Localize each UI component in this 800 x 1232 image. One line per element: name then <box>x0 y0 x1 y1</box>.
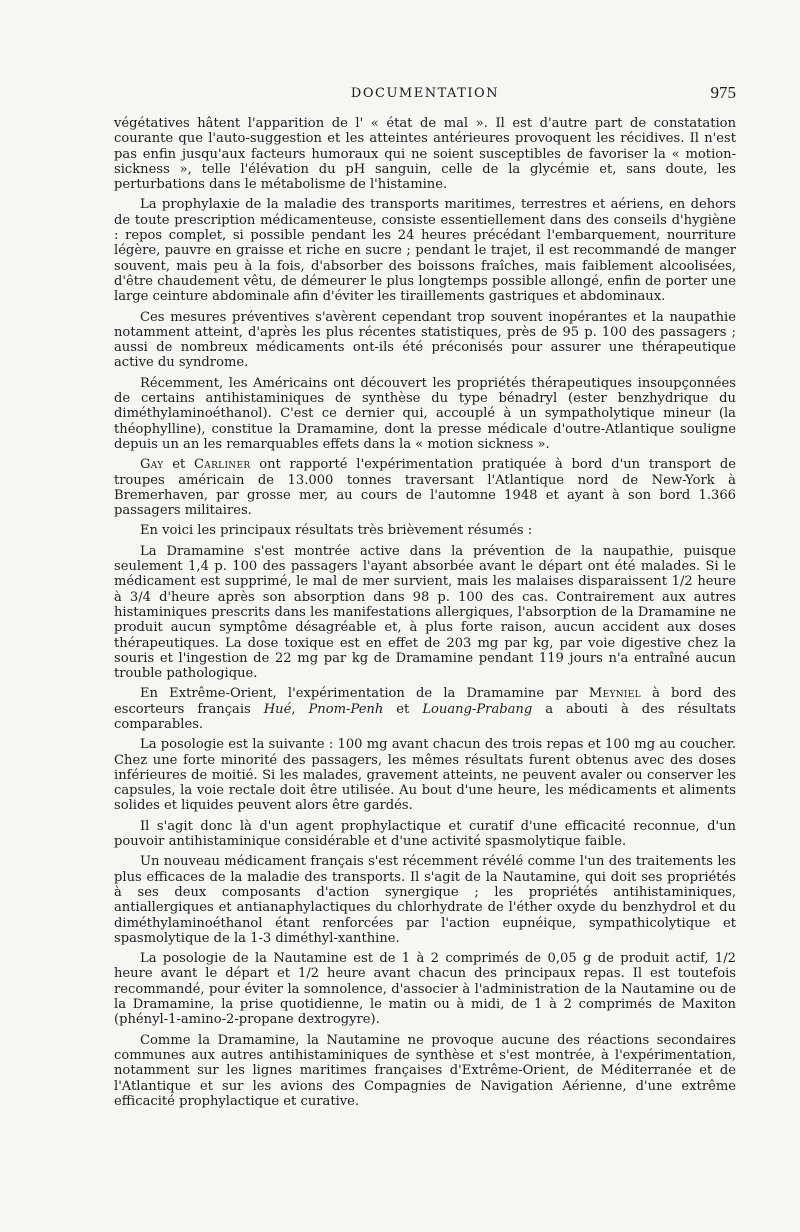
paragraph-1: végétatives hâtent l'apparition de l' « état de mal ». Il est d'autre part de constatation courante que l'auto-suggestion et les atteintes antérieures provoquent les récidives. Il n'est pas enfin jusqu'aux facteurs humoraux qui ne soient susceptibles de favoriser la « motion-sickness », telle l'élévation du pH sanguin, celle de la glycémie et, sans doute, les perturbations dans le métabolisme de l'histamine. <box>114 116 736 193</box>
article-body <box>114 116 736 1109</box>
running-title: DOCUMENTATION <box>350 86 500 101</box>
paragraph-12: La posologie de la Nautamine est de 1 à 2 comprimés de 0,05 g de produit actif, 1/2 heure avant le départ et 1/2 heure avant chacun des principaux repas. Il est toutefois recommandé, pour éviter la somnolence, d'associer à l'administration de la Nautamine ou de la Dramamine, la prise quotidienne, le matin ou à midi, de 1 à 2 comprimés de Maxiton (phényl-1-amino-2-propane dextrogyre). <box>114 951 736 1028</box>
author-join: et <box>163 457 194 473</box>
paragraph-text: à bord des escorteurs français <box>114 686 736 717</box>
page-header <box>114 83 736 116</box>
paragraph-4: Récemment, les Américains ont découvert les propriétés thérapeutiques insoupçonnées de certains antihistaminiques de synthèse du type bénadryl (ester benzhydrique du diméthylaminoéthanol). C'est ce dernier qui, accouplé à un sympatholytique mineur (la théophylline), constitue la Dramamine, dont la presse médicale d'outre-Atlantique souligne depuis un an les remarquables effets dans la « motion sickness ». <box>114 375 736 452</box>
ship-name: Hué <box>263 701 292 717</box>
paragraph-11: Un nouveau médicament français s'est récemment révélé comme l'un des traitements les plus efficaces de la maladie des transports. Il s'agit de la Nautamine, qui doit ses propriétés à ses deux composants d'action synergique ; les propriétés antihistaminiques, antiallergiques et antianaphylactiques du chlorhydrate de l'éther oxyde du benzhydrol et du diméthylaminoéthanol étant renforcées par l'action eupnéique, sympathicolytique et spasmolytique de la 1-3 diméthyl-xanthine. <box>114 854 736 946</box>
paragraph-text: En Extrême-Orient, l'expérimentation de la Dramamine par <box>140 686 589 702</box>
author-name: Gay <box>140 457 164 473</box>
separator: , <box>291 701 309 717</box>
paragraph-10: Il s'agit donc là d'un agent prophylactique et curatif d'une efficacité reconnue, d'un pouvoir antihistaminique considérable et d'une activité spasmolytique faible. <box>114 818 736 850</box>
separator: et <box>383 701 423 717</box>
paragraph-6: En voici les principaux résultats très brièvement résumés : <box>140 523 533 539</box>
author-name: Carliner <box>193 457 251 473</box>
paragraph-13: Comme la Dramamine, la Nautamine ne provoque aucune des réactions secondaires communes aux autres antihistaminiques de synthèse et s'est montrée, à l'expérimentation, notamment sur les lignes maritimes françaises d'Extrême-Orient, de Méditerranée et de l'Atlantique et sur les avions des Compagnies de Navigation Aérienne, d'une extrême efficacité prophylactique et curative. <box>114 1032 736 1109</box>
author-name: Meyniel <box>588 686 641 702</box>
paragraph-2: La prophylaxie de la maladie des transports maritimes, terrestres et aériens, en dehors de toute prescription médicamenteuse, consiste essentiellement dans des conseils d'hygiène : repos complet, si possible pendant les 24 heures précédant l'embarquement, nourriture légère, pauvre en graisse et riche en sucre ; pendant le trajet, il est recommandé de manger souvent, mais peu à la fois, d'absorber des boissons fraîches, mais faiblement alcoolisées, d'être chaudement vêtu, de démeurer le plus longtemps possible allongé, enfin de porter une large ceinture abdominale afin d'éviter les tiraillements gastriques et abdominaux. <box>114 197 736 305</box>
ship-name: Louang-Prabang <box>422 701 533 717</box>
paragraph-text: ont rapporté l'expérimentation pratiquée à bord d'un transport de troupes américain de 13.000 tonnes traversant l'Atlantique nord de New-York à Bremerhaven, par grosse mer, au cours de l'automne 1948 et ayant à son bord 1.366 passagers militaires. <box>114 457 736 519</box>
page-number: 975 <box>710 83 736 102</box>
paragraph-7: La Dramamine s'est montrée active dans la prévention de la naupathie, puisque seulement 1,4 p. 100 des passagers l'ayant absorbée avant le départ ont été malades. Si le médicament est supprimé, le mal de mer survient, mais les malaises disparaissent 1/2 heure à 3/4 d'heure après son absorption dans 98 p. 100 des cas. Contrairement aux autres histaminiques prescrits dans les manifestations allergiques, l'absorption de la Dramamine ne produit aucun symptôme désagréable et, à plus forte raison, aucun accident aux doses thérapeutiques. La dose toxique est en effet de 203 mg par kg, par voie digestive chez la souris et l'ingestion de 22 mg par kg de Dramamine pendant 119 jours n'a entraîné aucun trouble pathologique. <box>114 543 736 682</box>
paragraph-3: Ces mesures préventives s'avèrent cependant trop souvent inopérantes et la naupathie notamment atteint, d'après les plus récentes statistiques, près de 95 p. 100 des passagers ; aussi de nombreux médicaments ont-ils été préconisés pour assurer une thérapeutique active du syndrome. <box>114 309 736 371</box>
ship-name: Pnom-Penh <box>308 701 384 717</box>
document-page <box>114 83 736 1114</box>
paragraph-8 <box>114 686 736 732</box>
paragraph-9: La posologie est la suivante : 100 mg avant chacun des trois repas et 100 mg au coucher. Chez une forte minorité des passagers, les mêmes résultats furent obtenus avec des doses inférieures de moitié. Si les malades, gravement atteints, ne peuvent avaler ou conserver les capsules, la voie rectale doit être utilisée. Au bout d'une heure, les médicaments et aliments solides et liquides peuvent alors être gardés. <box>114 737 736 814</box>
paragraph-5 <box>114 457 736 518</box>
paragraph-text: a abouti à des résultats comparables. <box>114 701 736 732</box>
